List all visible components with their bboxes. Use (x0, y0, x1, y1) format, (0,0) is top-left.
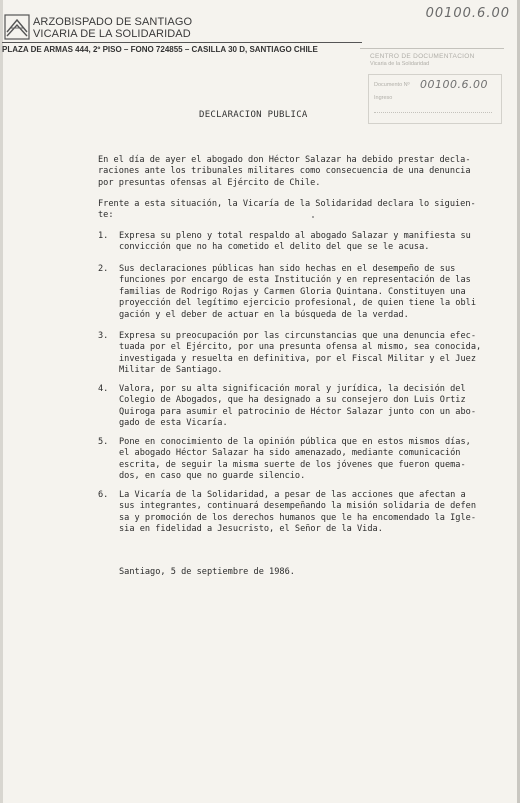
item-number: 2. (98, 264, 109, 274)
solidarity-emblem-icon (4, 14, 30, 40)
item-text: Expresa su pleno y total respaldo al abogado Salazar y manifiesta su convicción que no ha cometido el delito del que se le acusa. (119, 231, 471, 253)
scan-speck (312, 216, 314, 218)
item-text: La Vicaría de la Solidaridad, a pesar de las acciones que afectan a sus integrantes, continuará desempeñando la misión solidaria de defen sa y promoción de los derechos humanos que le ha encomendado la Igle- sia en fidelidad a Jesucristo, el Señor de la Vida. (119, 490, 476, 535)
item-text: Pone en conocimiento de la opinión pública que en estos mismos días, el abogado Héctor Salazar ha sido amenazado, mediante comunicación escrita, de seguir la misma suerte de los jóvenes que fueron quema- dos, en caso que no guarde silencio. (119, 437, 471, 482)
documentation-stamp (360, 48, 504, 127)
item-text: Sus declaraciones públicas han sido hechas en el desempeño de sus funciones por encargo de esta Institución y en representación de las familias de Rodrigo Rojas y Carmen Gloria Quintana. Constituyen una proyección del legítimo ejercicio profesional, de quien tiene la obli gación y el deber de actuar en la búsqueda de la verdad. (119, 264, 476, 320)
item-number: 6. (98, 490, 109, 500)
intro-paragraph: En el día de ayer el abogado don Héctor Salazar ha debido prestar decla- raciones ante los tribunales militares como consecuencia de una denuncia por presuntas ofensas al Ejército de Chile. (98, 155, 471, 188)
item-text: Valora, por su alta significación moral y jurídica, la decisión del Colegio de Abogados, que ha designado a su consejero don Luis Ortiz Quiroga para asumir el patrocinio de Héctor Salazar junto con un abo- gado de esta Vicaría. (119, 384, 476, 429)
stamp-handwritten-number: 00100.6.00 (420, 78, 488, 91)
org-name-line2: VICARIA DE LA SOLIDARIDAD (33, 28, 191, 40)
lead-paragraph: Frente a esta situación, la Vicaría de la Solidaridad declara lo siguien- te: (98, 199, 476, 221)
item-number: 1. (98, 231, 109, 241)
closing-date-line: Santiago, 5 de septiembre de 1986. (119, 567, 295, 577)
stamp-line2: Vicaria de la Solidaridad (370, 61, 430, 67)
item-number: 5. (98, 437, 109, 447)
stamp-field-ingreso: Ingreso (374, 95, 393, 101)
letterhead-rule (2, 42, 362, 43)
stamp-line1: CENTRO DE DOCUMENTACION (370, 53, 475, 60)
letterhead-organization (33, 16, 192, 40)
stamp-underline (374, 112, 492, 113)
item-text: Expresa su preocupación por las circunstancias que una denuncia efec- tuada por el Ejército, por una presunta ofensa al mismo, sea conocida, investigada y resuelta en definitiva, por el Fiscal Militar y el Juez Militar de Santiago. (119, 331, 482, 376)
handwritten-reference: 00100.6.00 (425, 6, 510, 21)
stamp-field-document: Documento Nº (374, 82, 410, 88)
item-number: 4. (98, 384, 109, 394)
letterhead-address: PLAZA DE ARMAS 444, 2º PISO – FONO 724855 – CASILLA 30 D, SANTIAGO CHILE (2, 45, 318, 54)
document-title: DECLARACION PUBLICA (199, 110, 308, 120)
item-number: 3. (98, 331, 109, 341)
scan-edge-left (0, 0, 3, 803)
org-name-line1: ARZOBISPADO DE SANTIAGO (33, 16, 193, 28)
